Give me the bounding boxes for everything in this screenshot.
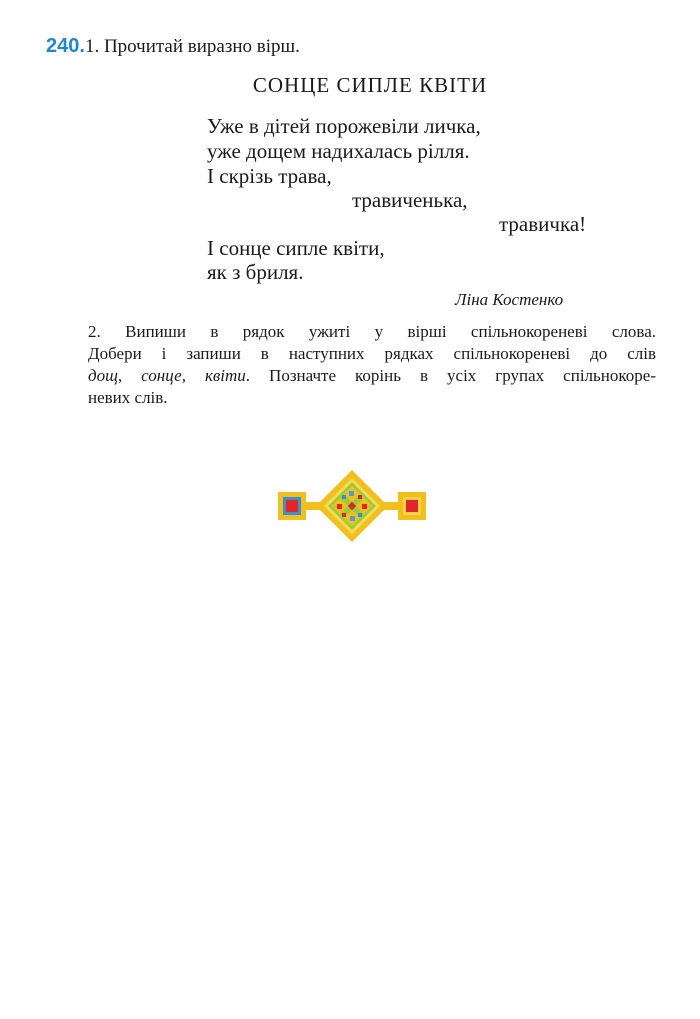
poem-line-5: травичка! [499,212,587,236]
poem-line-4: травиченька, [352,188,468,212]
task-2-italic-words: дощ, сонце, квіти [88,366,246,385]
task-2-line-1: 2. Випиши в рядок ужиті у вірші спільнокореневі слова. [88,322,656,341]
task-2-line-3 [88,365,656,387]
poem-line-1: Уже в дітей порожевіли личка, [207,114,481,138]
task-header [46,35,300,58]
decorative-ornament [276,468,428,546]
ornament-right-square [398,492,426,520]
poem-author: Ліна Костенко [455,290,564,309]
task-2-line-4: невих слів. [88,388,168,407]
task-2-line-2: Добери і запиши в наступних рядках спільнокореневі до слів [88,344,656,363]
task-2-line-3-rest: . Позначте корінь в усіх групах спільнокоре- [245,366,656,385]
task-2-text [88,321,656,409]
poem-line-7: як з бриля. [207,260,304,284]
task-instruction: 1. Прочитай виразно вірш. [84,36,300,57]
poem-line-3: І скрізь трава, [207,164,332,188]
task-number: 240. [46,35,85,57]
ornament-diamond [316,470,388,542]
poem-title: СОНЦЕ СИПЛЕ КВІТИ [252,73,488,97]
poem-line-6: І сонце сипле квіти, [207,236,385,260]
ornament-left-square [278,492,306,520]
poem-line-2: уже дощем надихалась рілля. [207,139,470,163]
